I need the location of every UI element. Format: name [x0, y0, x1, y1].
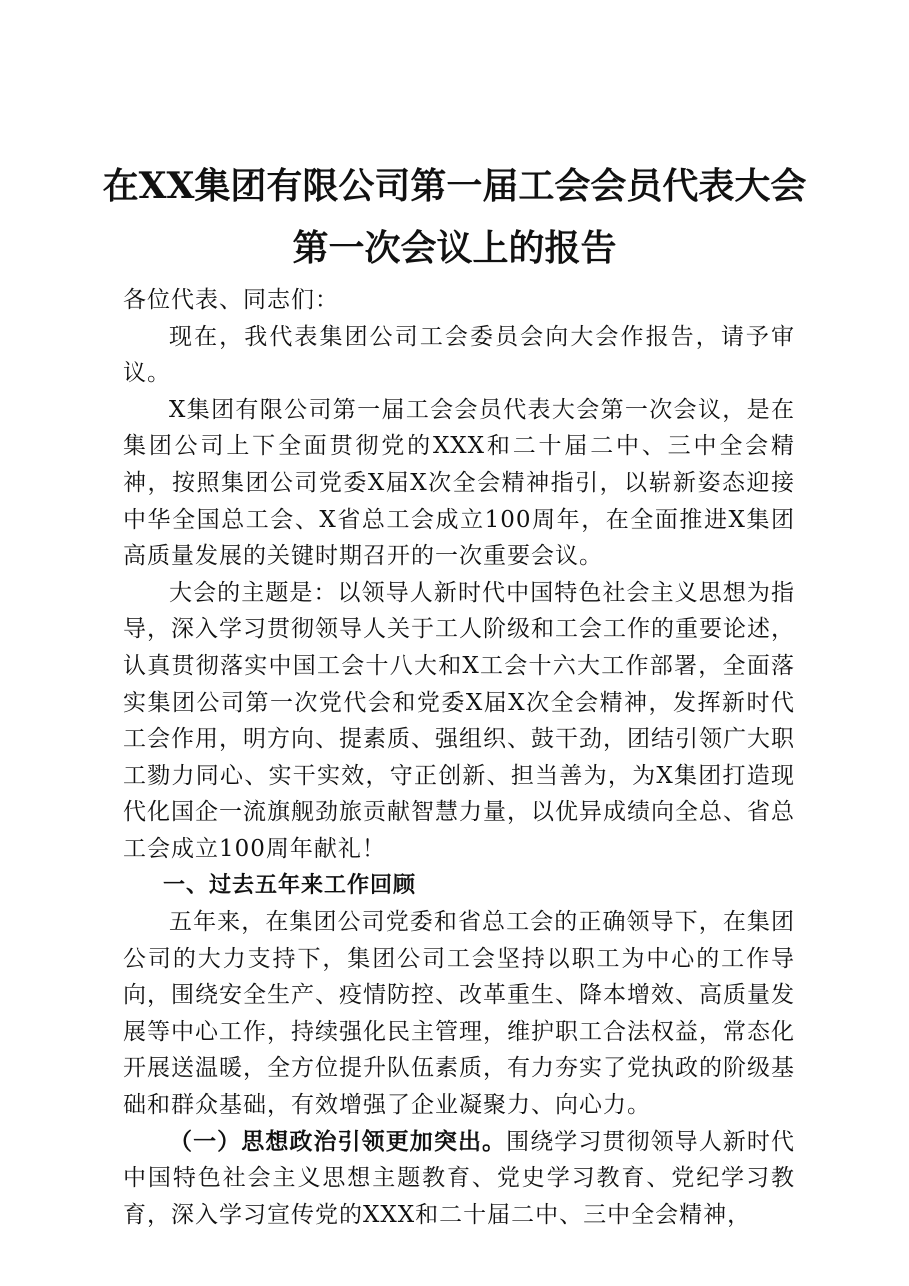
- paragraph-meeting: X集团有限公司第一届工会会员代表大会第一次会议，是在集团公司上下全面贯彻党的XXX和二十届二中、三中全会精神，按照集团公司党委X届X次全会精神指引，以崭新姿态迎接中华全国总工会、X省总工会成立100周年，在全面推进X集团高质量发展的关键时期召开的一次重要会议。: [123, 396, 795, 570]
- section-heading: 一、过去五年来工作回顾: [163, 872, 417, 898]
- salutation: 各位代表、同志们：: [123, 287, 339, 313]
- paragraph-subsection: [123, 1124, 795, 1234]
- subsection-lead: （一）思想政治引领更加突出。: [169, 1128, 507, 1155]
- document-title: [100, 155, 809, 279]
- subsection-text: 围绕学习贯彻领导人新时代中国特色社会主义思想主题教育、党史学习教育、党纪学习教育，深入学习宣传党的XXX和二十届二中、三中全会精神，: [123, 1128, 796, 1228]
- paragraph-five-years: 五年来，在集团公司党委和省总工会的正确领导下，在集团公司的大力支持下，集团公司工会坚持以职工为中心的工作导向，围绕安全生产、疫情防控、改革重生、降本增效、高质量发展等中心工作，持续强化民主管理，维护职工合法权益，常态化开展送温暖，全方位提升队伍素质，有力夯实了党执政的阶级基础和群众基础，有效增强了企业凝聚力、向心力。: [123, 909, 795, 1119]
- title-line-1: 在XX集团有限公司第一届工会会员代表大会: [102, 165, 807, 207]
- paragraph-theme: 大会的主题是：以领导人新时代中国特色社会主义思想为指导，深入学习贯彻领导人关于工人阶级和工会工作的重要论述，认真贯彻落实中国工会十八大和X工会十六大工作部署，全面落实集团公司第一次党代会和党委X届X次全会精神，发挥新时代工会作用，明方向、提素质、强组织、鼓干劲，团结引领广大职工勠力同心、实干实效，守正创新、担当善为，为X集团打造现代化国企一流旗舰劲旅贡献智慧力量，以优异成绩向全总、省总工会成立100周年献礼！: [123, 579, 795, 862]
- document-body: [123, 282, 795, 1233]
- paragraph-intro: 现在，我代表集团公司工会委员会向大会作报告，请予审议。: [123, 323, 795, 387]
- title-line-2: 第一次会议上的报告: [292, 227, 617, 269]
